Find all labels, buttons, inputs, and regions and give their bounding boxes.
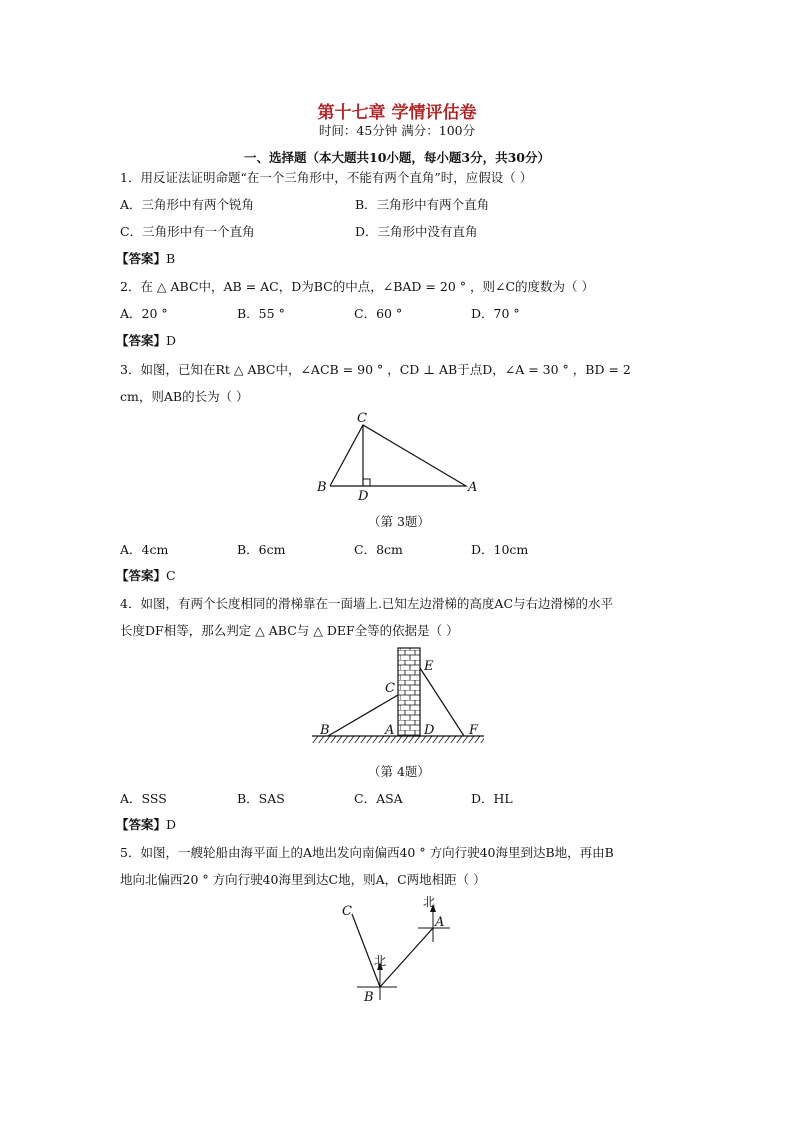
label-d: D xyxy=(424,723,435,738)
label-e: E xyxy=(424,659,434,674)
q3-option-d: D．10cm xyxy=(471,542,529,557)
q4-option-a: A．SSS xyxy=(120,791,167,806)
q1-option-a: A．三角形中有两个锐角 xyxy=(120,197,255,212)
label-c: C xyxy=(342,904,352,919)
q4-ladder-figure xyxy=(300,640,500,750)
q4-option-d: D．HL xyxy=(471,791,513,806)
q2-answer-value: D xyxy=(166,333,177,348)
q3-option-c: C．8cm xyxy=(354,542,403,557)
q1-answer xyxy=(116,249,175,267)
q5-stem-line1: 5．如图，一艘轮船由海平面上的A地出发向南偏西40 ° 方向行驶40海里到达B地，再由B xyxy=(120,845,614,860)
q2-option-d: D．70 ° xyxy=(471,306,520,321)
label-c: C xyxy=(357,411,367,426)
answer-label: 【答案】 xyxy=(116,333,167,348)
q4-option-b: B．SAS xyxy=(237,791,285,806)
q4-caption: （第 4题） xyxy=(368,764,430,779)
label-f: F xyxy=(469,723,479,738)
ground-hatching xyxy=(312,736,484,743)
label-north-a: 北 xyxy=(423,895,436,909)
answer-label: 【答案】 xyxy=(116,568,167,583)
label-a: A xyxy=(468,480,478,495)
q1-option-c: C．三角形中有一个直角 xyxy=(120,224,255,239)
q4-stem-line1: 4．如图，有两个长度相同的滑梯靠在一面墙上.已知左边滑梯的高度AC与右边滑梯的水平 xyxy=(120,596,614,611)
q2-stem: 2．在 △ ABC中，AB = AC，D为BC的中点，∠BAD = 20 ° ，则∠C的度数为（ ） xyxy=(120,279,594,294)
label-a: A xyxy=(435,915,445,930)
q5-stem-line2: 地向北偏西20 ° 方向行驶40海里到达C地，则A，C两地相距（ ） xyxy=(120,872,486,887)
q4-answer-value: D xyxy=(166,817,177,832)
q3-caption: （第 3题） xyxy=(368,514,430,529)
label-b: B xyxy=(364,990,374,1005)
q3-triangle-figure xyxy=(300,405,500,505)
right-angle-mark xyxy=(363,479,370,486)
q4-stem-line2: 长度DF相等，那么判定 △ ABC与 △ DEF全等的依据是（ ） xyxy=(120,623,459,638)
answer-label: 【答案】 xyxy=(116,251,167,266)
exam-info: 时间：45分钟 满分：100分 xyxy=(318,123,476,138)
q3-option-a: A．4cm xyxy=(120,542,169,557)
q3-answer-value: C xyxy=(166,568,176,583)
q3-stem-line2: cm，则AB的长为（ ） xyxy=(120,389,249,404)
label-c: C xyxy=(385,681,395,696)
label-d: D xyxy=(358,489,369,504)
label-north-b: 北 xyxy=(374,954,387,968)
q3-option-b: B．6cm xyxy=(237,542,286,557)
q5-bearing-figure xyxy=(330,892,470,1007)
brick-wall xyxy=(398,648,420,736)
q3-answer xyxy=(116,566,176,584)
q2-option-c: C．60 ° xyxy=(354,306,403,321)
q1-option-b: B．三角形中有两个直角 xyxy=(355,197,490,212)
q2-option-a: A．20 ° xyxy=(120,306,168,321)
label-b: B xyxy=(320,723,330,738)
q1-option-d: D．三角形中没有直角 xyxy=(355,224,478,239)
section-heading: 一、选择题（本大题共10小题，每小题3分，共30分） xyxy=(244,150,550,165)
q4-option-c: C．ASA xyxy=(354,791,403,806)
answer-label: 【答案】 xyxy=(116,817,167,832)
q2-option-b: B．55 ° xyxy=(237,306,285,321)
q1-answer-value: B xyxy=(166,251,176,266)
label-b: B xyxy=(317,480,327,495)
q1-stem: 1．用反证法证明命题“在一个三角形中，不能有两个直角”时，应假设（ ） xyxy=(120,170,533,185)
label-a: A xyxy=(385,723,395,738)
q4-answer xyxy=(116,815,176,833)
q2-answer xyxy=(116,331,176,349)
triangle-abc xyxy=(330,425,466,486)
path-ab xyxy=(380,928,433,987)
page-title: 第十七章 学情评估卷 xyxy=(317,103,477,123)
path-bc xyxy=(352,914,380,987)
q3-stem-line1: 3．如图，已知在Rt △ ABC中，∠ACB = 90 ° ，CD ⊥ AB于点D，∠A = 30 ° ，BD = 2 xyxy=(120,362,631,377)
